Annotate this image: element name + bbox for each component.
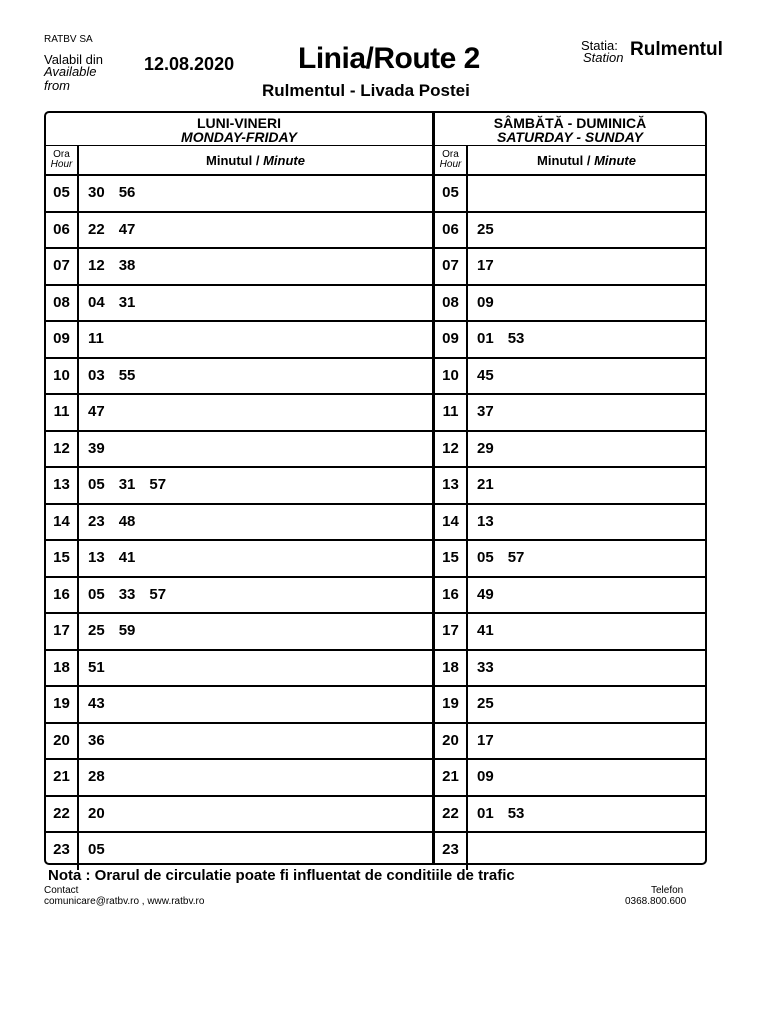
departure-minute: 13 xyxy=(88,549,105,566)
departure-minute: 53 xyxy=(507,804,525,822)
schedule-row xyxy=(435,724,705,761)
departure-minute: 59 xyxy=(118,622,136,639)
minute-column-header xyxy=(468,146,705,174)
hour-cell: 17 xyxy=(435,614,468,649)
departure-minute: 23 xyxy=(88,512,105,530)
schedule-row xyxy=(435,760,705,797)
hour-cell: 12 xyxy=(435,432,468,467)
hour-cell: 07 xyxy=(435,249,468,284)
hour-cell: 19 xyxy=(435,687,468,722)
departure-minute: 48 xyxy=(118,512,136,530)
departure-minute: 31 xyxy=(118,476,136,493)
minutes-cell xyxy=(468,833,705,870)
weekend-schedule xyxy=(435,113,705,863)
departure-minute: 09 xyxy=(477,293,494,311)
departure-minute: 05 xyxy=(88,585,105,603)
schedule-row xyxy=(46,176,432,213)
weekend-header xyxy=(435,113,705,146)
departure-minute: 37 xyxy=(477,403,494,420)
weekday-schedule xyxy=(46,113,435,863)
hour-cell: 20 xyxy=(435,724,468,759)
phone-number: 0368.800.600 xyxy=(625,896,687,907)
route-title: Linia/Route 2 xyxy=(298,42,480,75)
contact-info: comunicare@ratbv.ro , www.ratbv.ro xyxy=(44,896,205,907)
departure-minute: 25 xyxy=(477,695,494,712)
departure-minute: 12 xyxy=(88,257,105,274)
weekend-label-en: SATURDAY - SUNDAY xyxy=(497,129,643,145)
hour-label: Ora xyxy=(442,149,459,160)
departure-minute: 57 xyxy=(507,549,525,566)
schedule-row xyxy=(46,213,432,250)
hour-cell: 08 xyxy=(46,286,79,321)
schedule-row xyxy=(46,432,432,469)
minutes-cell xyxy=(79,395,432,430)
departure-minute: 41 xyxy=(118,549,136,566)
minute-label-en: Minute xyxy=(263,153,305,168)
hour-cell: 06 xyxy=(46,213,79,248)
hour-column-header xyxy=(46,146,79,174)
departure-minute: 22 xyxy=(88,220,105,238)
company-name: RATBV SA xyxy=(44,34,93,45)
departure-minute: 51 xyxy=(88,658,105,676)
minute-label: Minutul / xyxy=(537,153,591,168)
minute-column-header xyxy=(79,146,432,174)
minutes-cell xyxy=(468,687,705,722)
weekend-label: SÂMBĂTĂ - DUMINICĂ xyxy=(493,115,647,131)
schedule-row xyxy=(435,541,705,578)
departure-minute: 11 xyxy=(88,330,104,347)
minutes-cell xyxy=(79,286,432,321)
hour-column-header xyxy=(435,146,468,174)
schedule-row xyxy=(435,322,705,359)
hour-cell: 15 xyxy=(435,541,468,576)
departure-minute: 39 xyxy=(88,439,105,457)
departure-minute: 28 xyxy=(88,768,105,785)
schedule-row xyxy=(46,322,432,359)
hour-cell: 09 xyxy=(46,322,79,357)
departure-minute: 33 xyxy=(477,658,494,676)
minutes-cell xyxy=(79,578,432,613)
minutes-cell xyxy=(468,578,705,613)
hour-cell: 18 xyxy=(435,651,468,686)
minutes-cell xyxy=(468,359,705,394)
hour-cell: 08 xyxy=(435,286,468,321)
minutes-cell xyxy=(79,797,432,832)
minutes-cell xyxy=(79,322,432,357)
departure-minute: 36 xyxy=(88,731,105,749)
departure-minute: 43 xyxy=(88,695,105,712)
departure-minute: 57 xyxy=(149,476,167,493)
minutes-cell xyxy=(468,760,705,795)
schedule-row xyxy=(46,395,432,432)
departure-minute: 09 xyxy=(477,768,494,785)
hour-cell: 11 xyxy=(46,395,79,430)
minutes-cell xyxy=(79,724,432,759)
schedule-row xyxy=(435,578,705,615)
departure-minute: 31 xyxy=(118,293,136,311)
timetable xyxy=(44,111,707,865)
departure-minute: 01 xyxy=(477,330,494,347)
minutes-cell xyxy=(79,176,432,211)
weekday-header xyxy=(46,113,432,146)
station-label-en: Station xyxy=(583,50,624,65)
departure-minute: 13 xyxy=(477,512,494,530)
departure-minute: 53 xyxy=(507,330,525,347)
departure-minute: 49 xyxy=(477,585,494,603)
departure-minute: 47 xyxy=(88,403,105,420)
schedule-row xyxy=(46,760,432,797)
weekend-column-header xyxy=(435,146,705,176)
schedule-row xyxy=(46,468,432,505)
hour-cell: 21 xyxy=(46,760,79,795)
schedule-row xyxy=(435,687,705,724)
departure-minute: 05 xyxy=(477,549,494,566)
minutes-cell xyxy=(79,249,432,284)
station-name: Rulmentul xyxy=(630,39,723,60)
minutes-cell xyxy=(468,724,705,759)
schedule-row xyxy=(46,541,432,578)
minutes-cell xyxy=(79,468,432,503)
minutes-cell xyxy=(468,651,705,686)
minute-label-en: Minute xyxy=(594,153,636,168)
minutes-cell xyxy=(468,541,705,576)
minutes-cell xyxy=(79,359,432,394)
departure-minute: 05 xyxy=(88,841,105,858)
departure-minute: 38 xyxy=(118,257,136,274)
departure-minute: 03 xyxy=(88,366,105,384)
schedule-row xyxy=(46,797,432,834)
minutes-cell xyxy=(468,286,705,321)
minute-label: Minutul / xyxy=(206,153,260,168)
minutes-cell xyxy=(468,322,705,357)
departure-minute: 17 xyxy=(477,731,494,749)
schedule-row xyxy=(435,505,705,542)
schedule-row xyxy=(435,797,705,834)
hour-cell: 07 xyxy=(46,249,79,284)
schedule-row xyxy=(435,176,705,213)
route-subtitle: Rulmentul - Livada Postei xyxy=(262,81,470,100)
hour-cell: 14 xyxy=(435,505,468,540)
minutes-cell xyxy=(468,176,705,211)
weekday-column-header xyxy=(46,146,432,176)
hour-cell: 12 xyxy=(46,432,79,467)
hour-label: Ora xyxy=(53,149,70,160)
weekday-label: LUNI-VINERI xyxy=(197,115,281,131)
minutes-cell xyxy=(79,614,432,649)
hour-cell: 23 xyxy=(46,833,79,870)
minutes-cell xyxy=(79,687,432,722)
minutes-cell xyxy=(79,541,432,576)
hour-cell: 06 xyxy=(435,213,468,248)
departure-minute: 05 xyxy=(88,476,105,493)
hour-cell: 10 xyxy=(435,359,468,394)
minutes-cell xyxy=(79,651,432,686)
minutes-cell xyxy=(79,505,432,540)
phone-label: Telefon xyxy=(651,885,684,896)
minutes-cell xyxy=(79,760,432,795)
departure-minute: 04 xyxy=(88,293,105,311)
hour-cell: 16 xyxy=(46,578,79,613)
traffic-note: Nota : Orarul de circulatie poate fi influentat de conditiile de trafic xyxy=(48,867,515,884)
minutes-cell xyxy=(468,614,705,649)
departure-minute: 47 xyxy=(118,220,136,238)
hour-cell: 15 xyxy=(46,541,79,576)
hour-cell: 19 xyxy=(46,687,79,722)
schedule-row xyxy=(46,614,432,651)
hour-cell: 13 xyxy=(46,468,79,503)
hour-cell: 10 xyxy=(46,359,79,394)
hour-cell: 20 xyxy=(46,724,79,759)
hour-cell: 09 xyxy=(435,322,468,357)
schedule-row xyxy=(435,286,705,323)
schedule-row xyxy=(435,432,705,469)
departure-minute: 56 xyxy=(118,184,136,201)
minutes-cell xyxy=(468,797,705,832)
hour-cell: 22 xyxy=(46,797,79,832)
schedule-row xyxy=(46,687,432,724)
weekday-label-en: MONDAY-FRIDAY xyxy=(181,129,297,145)
hour-cell: 05 xyxy=(46,176,79,211)
minutes-cell xyxy=(468,432,705,467)
hour-label-en: Hour xyxy=(439,159,462,170)
hour-cell: 13 xyxy=(435,468,468,503)
departure-minute: 01 xyxy=(477,804,494,822)
minutes-cell xyxy=(79,432,432,467)
schedule-row xyxy=(46,505,432,542)
hour-cell: 16 xyxy=(435,578,468,613)
schedule-row xyxy=(46,651,432,688)
schedule-row xyxy=(46,286,432,323)
contact-label: Contact xyxy=(44,885,79,896)
departure-minute: 20 xyxy=(88,804,105,822)
departure-minute: 29 xyxy=(477,439,494,457)
schedule-row xyxy=(435,468,705,505)
schedule-row xyxy=(46,724,432,761)
minutes-cell xyxy=(79,213,432,248)
hour-cell: 23 xyxy=(435,833,468,870)
schedule-row xyxy=(46,249,432,286)
valid-from-label: Valabil din xyxy=(44,52,104,67)
departure-minute: 30 xyxy=(88,184,105,201)
weekend-rows xyxy=(435,176,705,870)
hour-label-en: Hour xyxy=(50,159,73,170)
departure-minute: 25 xyxy=(88,622,105,639)
valid-date: 12.08.2020 xyxy=(144,54,235,74)
departure-minute: 33 xyxy=(118,585,136,603)
schedule-row xyxy=(435,651,705,688)
minutes-cell xyxy=(468,505,705,540)
minutes-cell xyxy=(468,213,705,248)
schedule-row xyxy=(435,395,705,432)
hour-cell: 17 xyxy=(46,614,79,649)
hour-cell: 05 xyxy=(435,176,468,211)
departure-minute: 45 xyxy=(477,366,494,384)
departure-minute: 55 xyxy=(118,366,136,384)
departure-minute: 17 xyxy=(477,257,494,274)
departure-minute: 21 xyxy=(477,476,494,493)
schedule-row xyxy=(435,833,705,870)
schedule-row xyxy=(435,359,705,396)
weekday-rows xyxy=(46,176,432,870)
minutes-cell xyxy=(468,395,705,430)
hour-cell: 18 xyxy=(46,651,79,686)
hour-cell: 11 xyxy=(435,395,468,430)
hour-cell: 22 xyxy=(435,797,468,832)
minutes-cell xyxy=(79,833,432,870)
schedule-row xyxy=(435,614,705,651)
station-label: Statia: xyxy=(581,38,618,53)
departure-minute: 57 xyxy=(149,585,167,603)
departure-minute: 25 xyxy=(477,220,494,238)
departure-minute: 41 xyxy=(477,622,494,639)
hour-cell: 21 xyxy=(435,760,468,795)
schedule-row xyxy=(435,213,705,250)
schedule-row xyxy=(46,578,432,615)
schedule-row xyxy=(46,833,432,870)
minutes-cell xyxy=(468,468,705,503)
valid-from-label-en: Available from xyxy=(44,64,97,93)
schedule-row xyxy=(46,359,432,396)
hour-cell: 14 xyxy=(46,505,79,540)
schedule-row xyxy=(435,249,705,286)
minutes-cell xyxy=(468,249,705,284)
